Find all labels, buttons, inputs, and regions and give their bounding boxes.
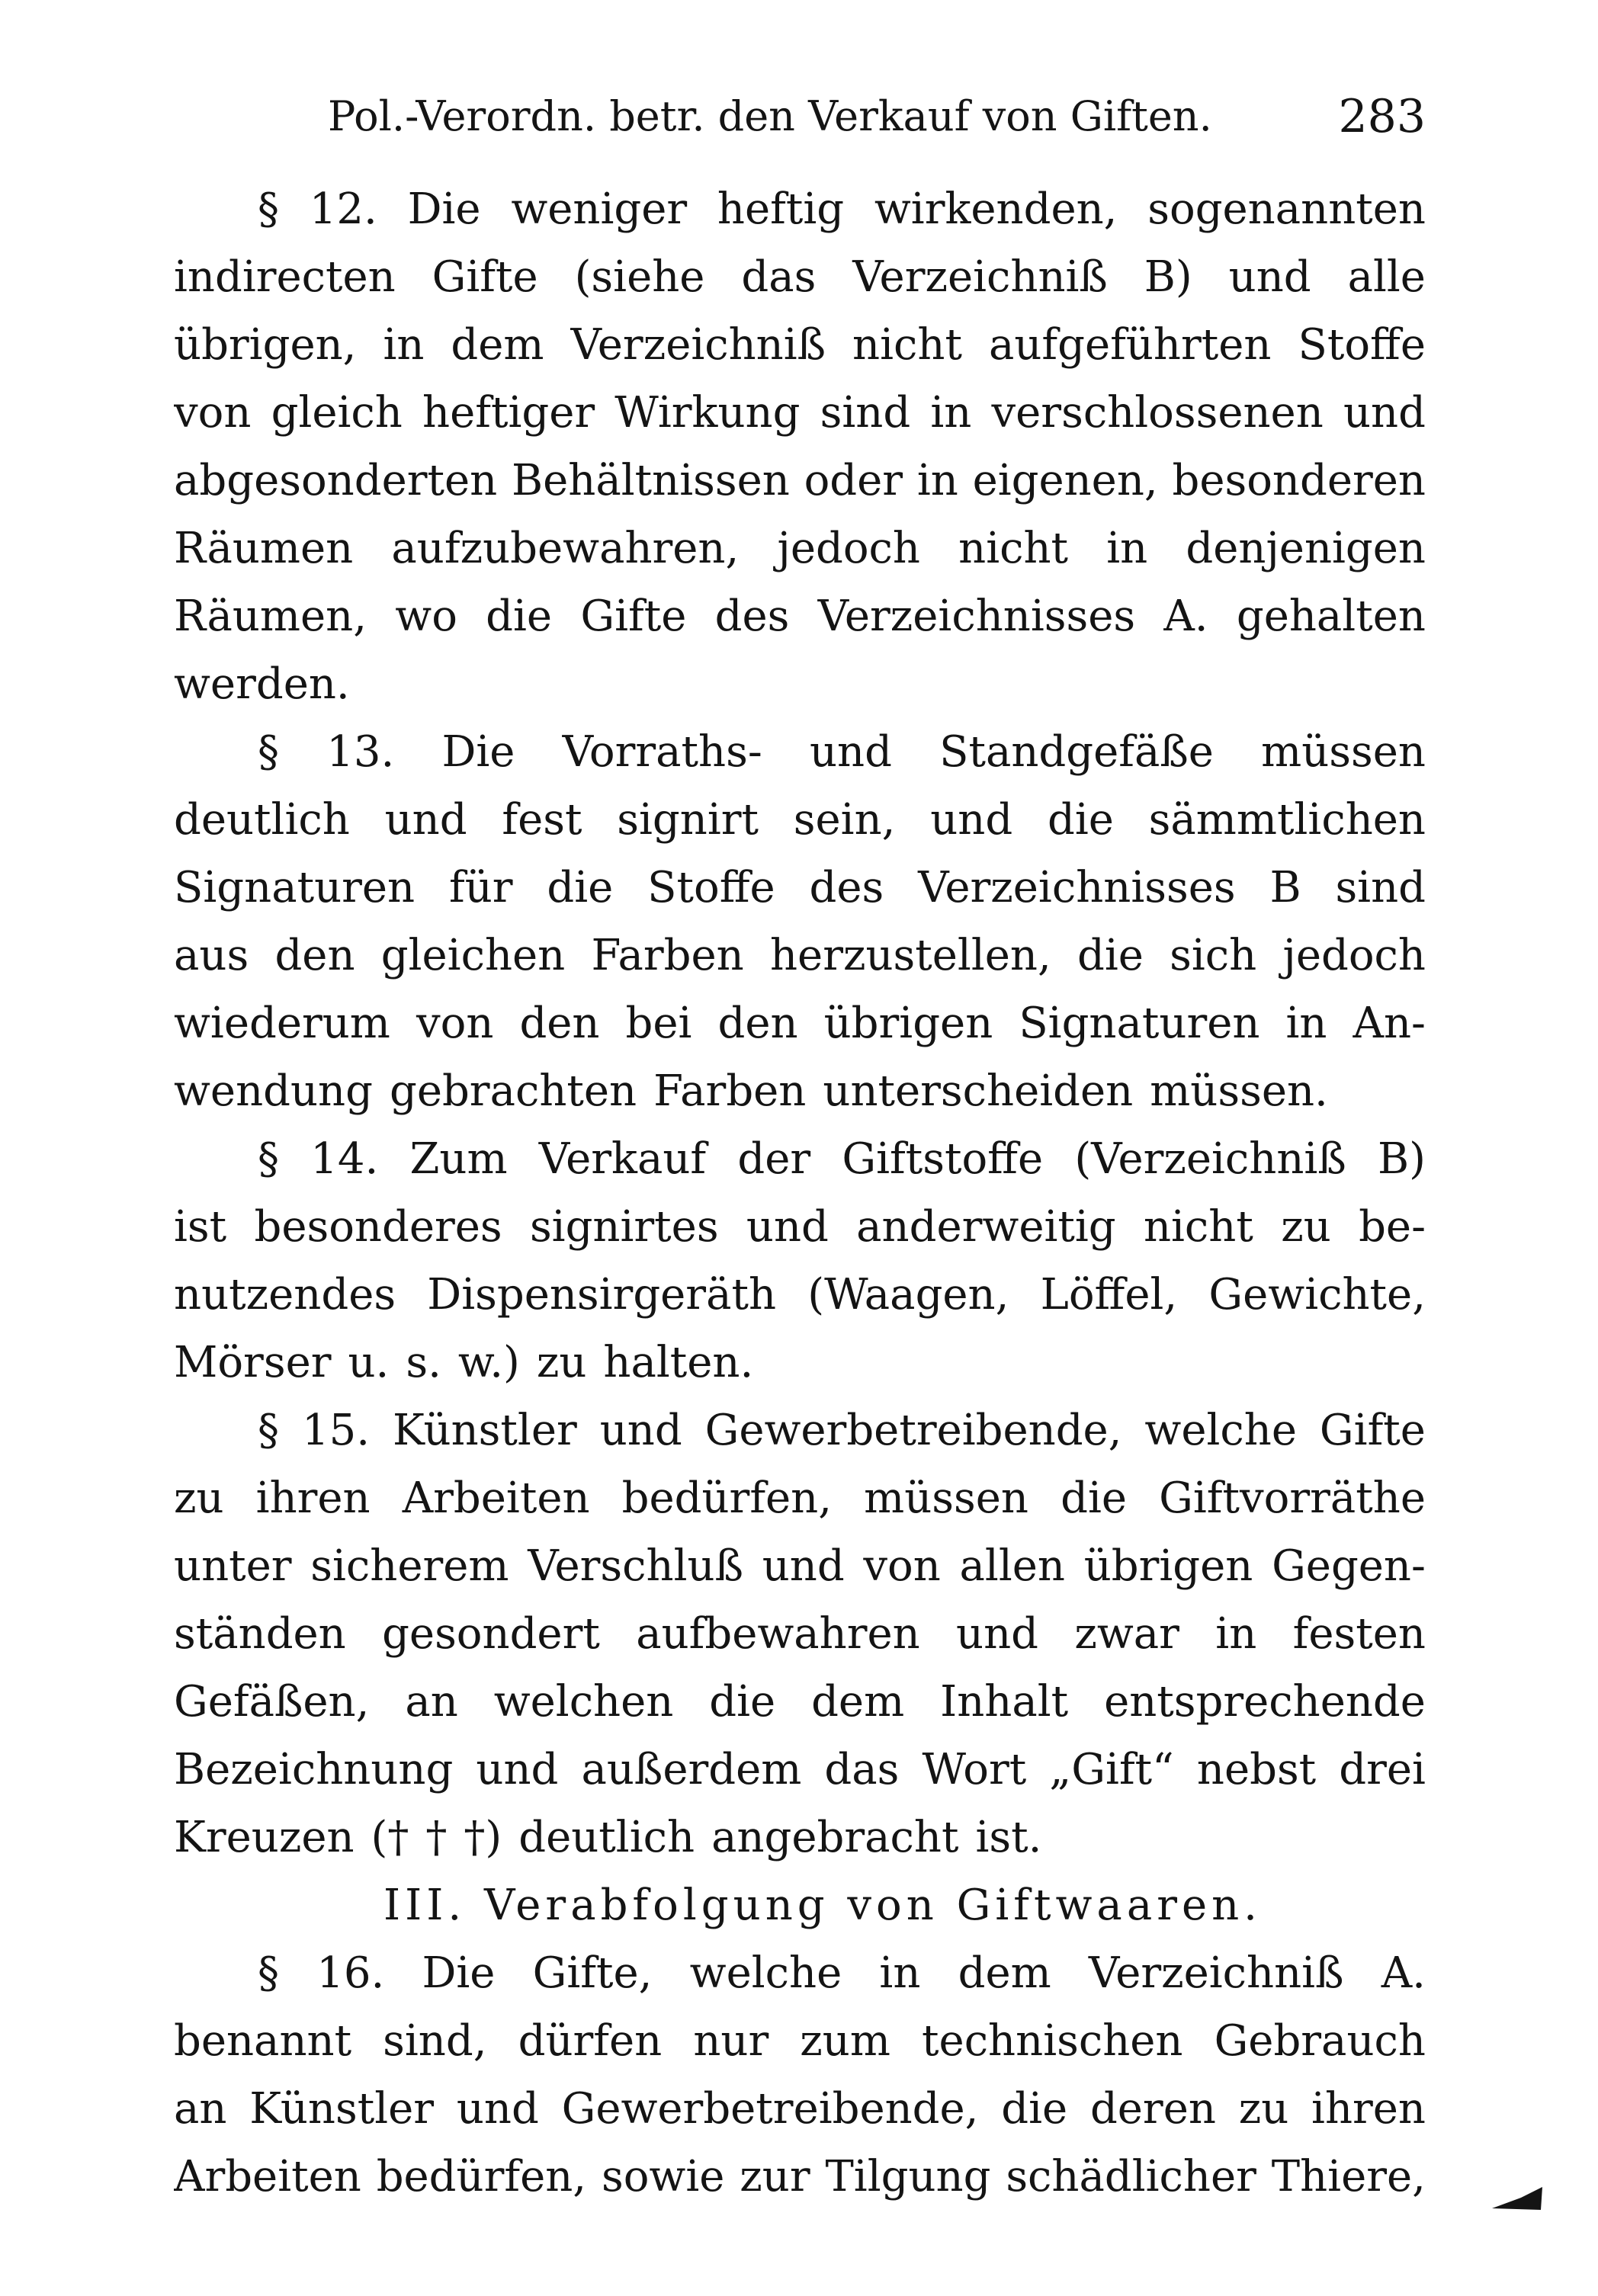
text-line: ist besonderes signirtes und anderweitig nicht zu be- <box>174 1202 1426 1252</box>
text-line: übrigen, in dem Verzeichniß nicht aufgeführten Stoffe <box>174 320 1426 370</box>
text-line: wendung gebrachten Farben unterscheiden müssen. <box>174 1066 1328 1116</box>
page-number: 283 <box>1338 90 1426 143</box>
running-head-title: Pol.-Verordn. betr. den Verkauf von Giften. <box>328 92 1212 140</box>
end-ornament-icon <box>1491 2184 1544 2211</box>
text-line: § 15. Künstler und Gewerbetreibende, welche Gifte <box>258 1406 1426 1455</box>
text-line: Räumen aufzubewahren, jedoch nicht in denjenigen <box>174 524 1426 573</box>
text-line: Räumen, wo die Gifte des Verzeichnisses A. gehalten <box>174 592 1426 641</box>
text-line: deutlich und fest signirt sein, und die sämmtlichen <box>174 795 1426 845</box>
text-line: nutzendes Dispensirgeräth (Waagen, Löffel, Gewichte, <box>174 1270 1426 1320</box>
text-line: Bezeichnung und außerdem das Wort „Gift“ nebst drei <box>174 1745 1426 1794</box>
text-line: Kreuzen († † †) deutlich angebracht ist. <box>174 1813 1042 1862</box>
text-line: zu ihren Arbeiten bedürfen, müssen die Giftvorräthe <box>174 1473 1426 1523</box>
text-line: § 16. Die Gifte, welche in dem Verzeichniß A. <box>258 1948 1426 1998</box>
text-line: benannt sind, dürfen nur zum technischen Gebrauch <box>174 2016 1426 2066</box>
text-line: an Künstler und Gewerbetreibende, die deren zu ihren <box>174 2084 1426 2134</box>
text-line: ständen gesondert aufbewahren und zwar in festen <box>174 1609 1426 1659</box>
text-line: indirecten Gifte (siehe das Verzeichniß B) und alle <box>174 252 1426 302</box>
text-line: abgesonderten Behältnissen oder in eigenen, besonderen <box>174 456 1426 505</box>
text-line: Gefäßen, an welchen die dem Inhalt entsprechende <box>174 1677 1426 1727</box>
text-line: § 14. Zum Verkauf der Giftstoffe (Verzeichniß B) <box>258 1134 1426 1184</box>
section-heading: III. Verabfolgung von Giftwaaren. <box>383 1881 1262 1930</box>
text-line: § 12. Die weniger heftig wirkenden, sogenannten <box>258 184 1426 234</box>
text-line: Arbeiten bedürfen, sowie zur Tilgung schädlicher Thiere, <box>174 2152 1426 2201</box>
text-line: unter sicherem Verschluß und von allen übrigen Gegen- <box>174 1541 1426 1591</box>
text-line: von gleich heftiger Wirkung sind in verschlossenen und <box>174 388 1426 438</box>
text-line: Signaturen für die Stoffe des Verzeichnisses B sind <box>174 863 1426 912</box>
running-head <box>328 82 1426 151</box>
body-text <box>174 175 1426 2211</box>
text-line: aus den gleichen Farben herzustellen, die sich jedoch <box>174 931 1426 980</box>
text-line: § 13. Die Vorraths- und Standgefäße müssen <box>258 727 1426 777</box>
text-line: werden. <box>174 659 350 709</box>
text-line: wiederum von den bei den übrigen Signaturen in An- <box>174 999 1426 1048</box>
text-line: Mörser u. s. w.) zu halten. <box>174 1338 754 1387</box>
